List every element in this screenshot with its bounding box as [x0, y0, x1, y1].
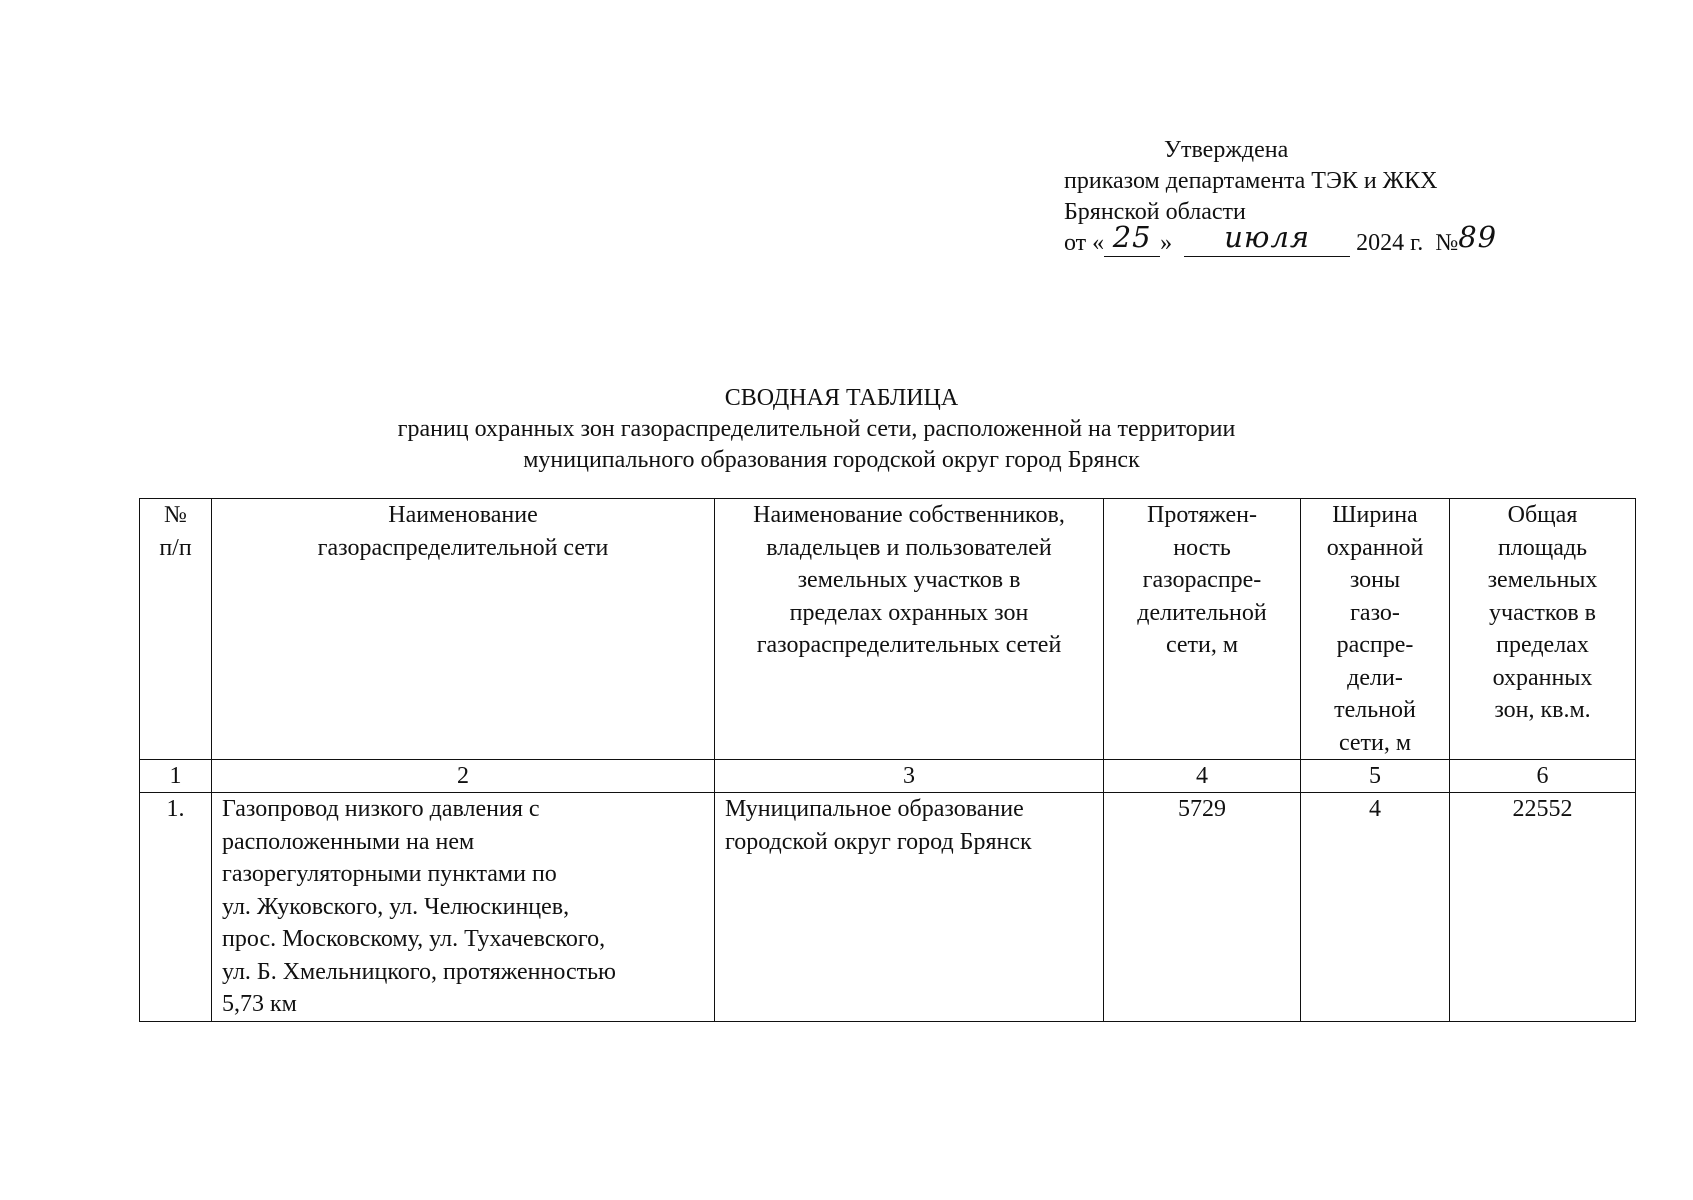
approval-date-line [1064, 220, 1506, 259]
header-cell-number: № п/п [140, 499, 212, 760]
date-quote-close: » [1160, 230, 1173, 256]
date-year: 2024 г. [1356, 230, 1424, 256]
date-day-handwritten: 25 [1112, 220, 1152, 254]
date-month-handwritten: июля [1224, 220, 1311, 254]
date-month-field [1184, 220, 1350, 257]
header-cell-total-area: Общая площадь земельных участков в пределах охранных зон, кв.м. [1450, 499, 1636, 760]
date-day-field [1104, 220, 1160, 257]
document-title-block [0, 383, 1693, 476]
summary-table [139, 498, 1636, 1022]
approval-line-region: Брянской области [1064, 199, 1246, 225]
order-number-handwritten: 89 [1458, 220, 1498, 254]
column-number-cell: 2 [212, 760, 715, 793]
approval-line-approved: Утверждена [1164, 137, 1289, 163]
table-row [140, 793, 1636, 1022]
date-prefix: от « [1064, 230, 1105, 256]
zone-width-cell: 4 [1301, 793, 1450, 1022]
length-cell: 5729 [1104, 793, 1301, 1022]
approval-line-order: приказом департамента ТЭК и ЖКХ [1064, 168, 1438, 194]
header-cell-owners: Наименование собственников, владельцев и пользователей земельных участков в пределах охранных зон газораспределительных сетей [715, 499, 1104, 760]
table-header-row [140, 499, 1636, 760]
column-number-cell: 6 [1450, 760, 1636, 793]
column-number-row [140, 760, 1636, 793]
network-name-cell: Газопровод низкого давления с расположенными на нем газорегуляторными пунктами по ул. Жуковского, ул. Челюскинцев, прос. Московскому, ул. Тухачевского, ул. Б. Хмельницкого, протяженностью 5,73 км [212, 793, 715, 1022]
number-sign: № [1435, 230, 1459, 256]
row-number-cell: 1. [140, 793, 212, 1022]
document-subtitle-line-2: муниципального образования городской округ город Брянск [523, 447, 1140, 473]
approval-block [1064, 135, 1506, 259]
header-cell-length: Протяжен- ность газораспре- делительной сети, м [1104, 499, 1301, 760]
column-number-cell: 4 [1104, 760, 1301, 793]
header-cell-zone-width: Ширина охранной зоны газо- распре- дели- тельной сети, м [1301, 499, 1450, 760]
order-number-field [1458, 220, 1506, 256]
owners-cell: Муниципальное образование городской округ город Брянск [715, 793, 1104, 1022]
total-area-cell: 22552 [1450, 793, 1636, 1022]
document-subtitle-line-1: границ охранных зон газораспределительной сети, расположенной на территории [397, 416, 1236, 442]
column-number-cell: 5 [1301, 760, 1450, 793]
document-title: СВОДНАЯ ТАБЛИЦА [724, 385, 959, 411]
column-number-cell: 1 [140, 760, 212, 793]
column-number-cell: 3 [715, 760, 1104, 793]
header-cell-network-name: Наименование газораспределительной сети [212, 499, 715, 760]
